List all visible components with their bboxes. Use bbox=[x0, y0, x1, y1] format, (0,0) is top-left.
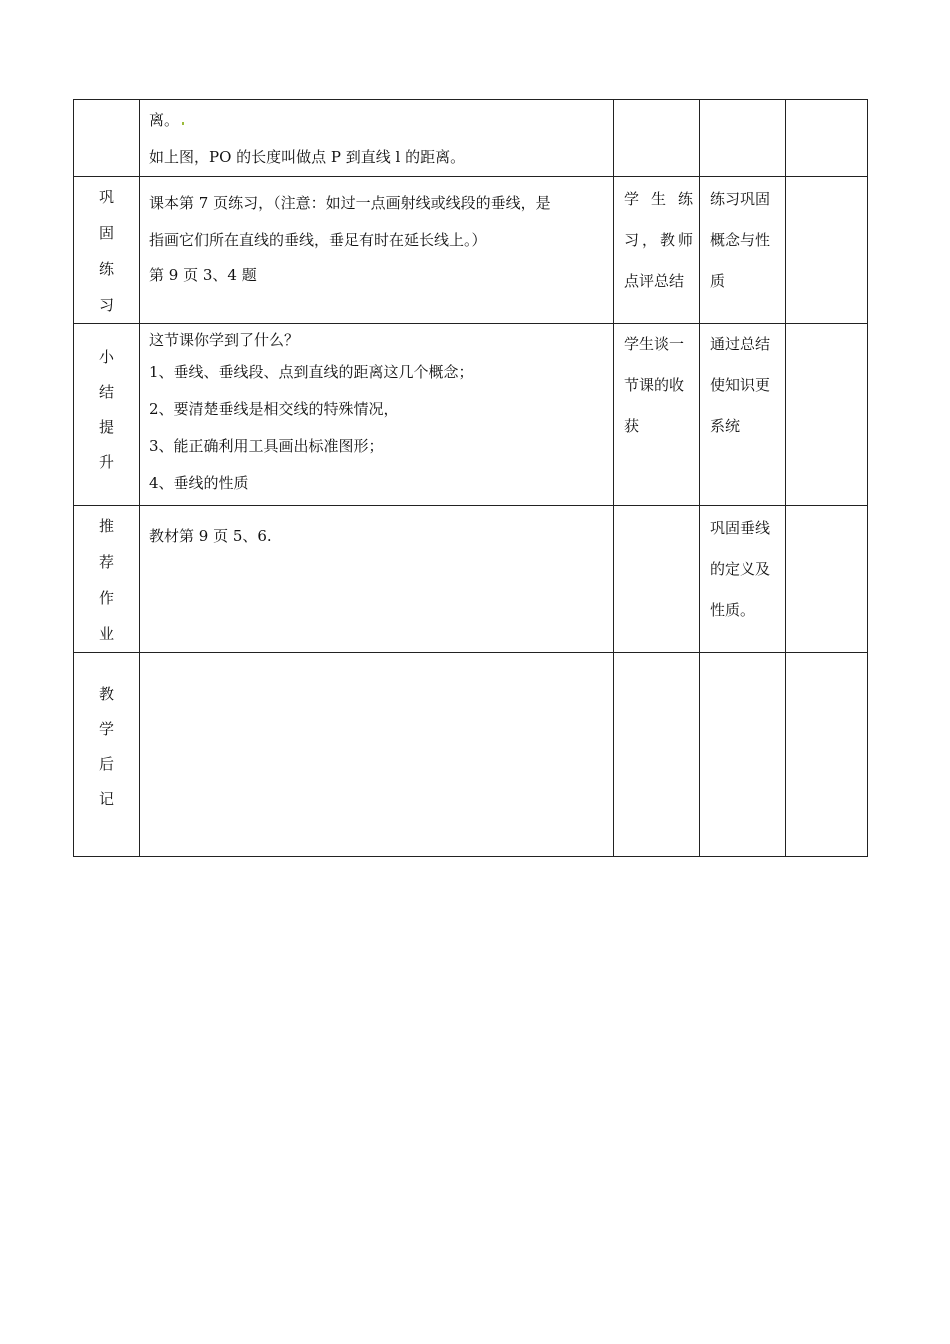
content-line: 如上图，PO 的长度叫做点 P 到直线 l 的距离。 bbox=[149, 148, 466, 166]
purpose-line: 巩固垂线 bbox=[710, 519, 771, 537]
table-row-summary bbox=[74, 324, 868, 506]
purpose-line: 质 bbox=[710, 272, 726, 290]
activity-line: 学生谈一 bbox=[624, 335, 685, 353]
row-label-cell bbox=[74, 506, 140, 653]
row-label-char: 业 bbox=[98, 625, 114, 643]
purpose-line: 系统 bbox=[710, 417, 741, 435]
purpose-line: 练习巩固 bbox=[710, 190, 771, 208]
purpose-cell bbox=[700, 100, 786, 177]
row-label-char: 巩 bbox=[98, 188, 114, 206]
row-label-char: 结 bbox=[98, 383, 114, 401]
row-label-char: 后 bbox=[98, 755, 114, 773]
content-cell bbox=[140, 100, 614, 177]
notes-cell bbox=[786, 324, 868, 506]
row-label-cell bbox=[74, 100, 140, 177]
row-label-cell bbox=[74, 653, 140, 857]
row-label-char: 作 bbox=[98, 589, 114, 607]
table-row-reflection bbox=[74, 653, 868, 857]
row-label-cell bbox=[74, 177, 140, 324]
activity-line: 节课的收 bbox=[624, 376, 685, 394]
content-line: 第 9 页 3、4 题 bbox=[149, 266, 257, 284]
content-cell bbox=[140, 177, 614, 324]
content-line: 这节课你学到了什么？ bbox=[149, 331, 300, 349]
content-line: 课本第 7 页练习，（注意：如过一点画射线或线段的垂线，是 bbox=[149, 194, 551, 212]
purpose-line: 性质。 bbox=[710, 601, 756, 619]
row-label-cell bbox=[74, 324, 140, 506]
notes-cell bbox=[786, 506, 868, 653]
highlight-mark bbox=[182, 122, 184, 125]
table-row-definition bbox=[74, 100, 868, 177]
notes-cell bbox=[786, 177, 868, 324]
row-label-char: 记 bbox=[98, 790, 114, 808]
purpose-cell bbox=[700, 506, 786, 653]
purpose-line: 使知识更 bbox=[710, 376, 771, 394]
content-line: 指画它们所在直线的垂线，垂足有时在延长线上。） bbox=[149, 231, 487, 249]
activity-cell bbox=[614, 177, 700, 324]
row-label-char: 推 bbox=[98, 517, 114, 535]
activity-line: 学 生 练 bbox=[624, 190, 693, 208]
row-label-char: 提 bbox=[98, 418, 114, 436]
activity-cell bbox=[614, 324, 700, 506]
content-cell bbox=[140, 506, 614, 653]
activity-line: 点评总结 bbox=[624, 272, 685, 290]
row-label-char: 练 bbox=[98, 260, 114, 278]
purpose-cell bbox=[700, 324, 786, 506]
table-row-practice bbox=[74, 177, 868, 324]
content-cell bbox=[140, 324, 614, 506]
row-label-char: 学 bbox=[98, 720, 114, 738]
content-line: 离。 bbox=[149, 111, 180, 129]
activity-cell bbox=[614, 100, 700, 177]
row-label-char: 小 bbox=[98, 348, 114, 366]
row-label-char: 升 bbox=[98, 453, 114, 471]
row-label-char: 习 bbox=[98, 296, 114, 314]
table-row-homework bbox=[74, 506, 868, 653]
purpose-line: 的定义及 bbox=[710, 560, 771, 578]
purpose-cell bbox=[700, 653, 786, 857]
content-cell bbox=[140, 653, 614, 857]
notes-cell bbox=[786, 100, 868, 177]
notes-cell bbox=[786, 653, 868, 857]
lesson-plan-table bbox=[73, 99, 868, 857]
purpose-cell bbox=[700, 177, 786, 324]
content-line: 1、垂线、垂线段、点到直线的距离这几个概念； bbox=[149, 363, 474, 381]
activity-line: 习，教师 bbox=[624, 231, 693, 249]
row-label-char: 教 bbox=[98, 685, 114, 703]
content-line: 教材第 9 页 5、6. bbox=[149, 527, 272, 545]
row-label-char: 固 bbox=[98, 224, 114, 242]
purpose-line: 通过总结 bbox=[710, 335, 771, 353]
activity-cell bbox=[614, 653, 700, 857]
purpose-line: 概念与性 bbox=[710, 231, 771, 249]
activity-line: 获 bbox=[624, 417, 640, 435]
content-line: 4、垂线的性质 bbox=[149, 474, 249, 492]
row-label-char: 荐 bbox=[98, 553, 114, 571]
content-line: 3、能正确利用工具画出标准图形； bbox=[149, 437, 384, 455]
activity-cell bbox=[614, 506, 700, 653]
content-line: 2、要清楚垂线是相交线的特殊情况， bbox=[149, 400, 399, 418]
